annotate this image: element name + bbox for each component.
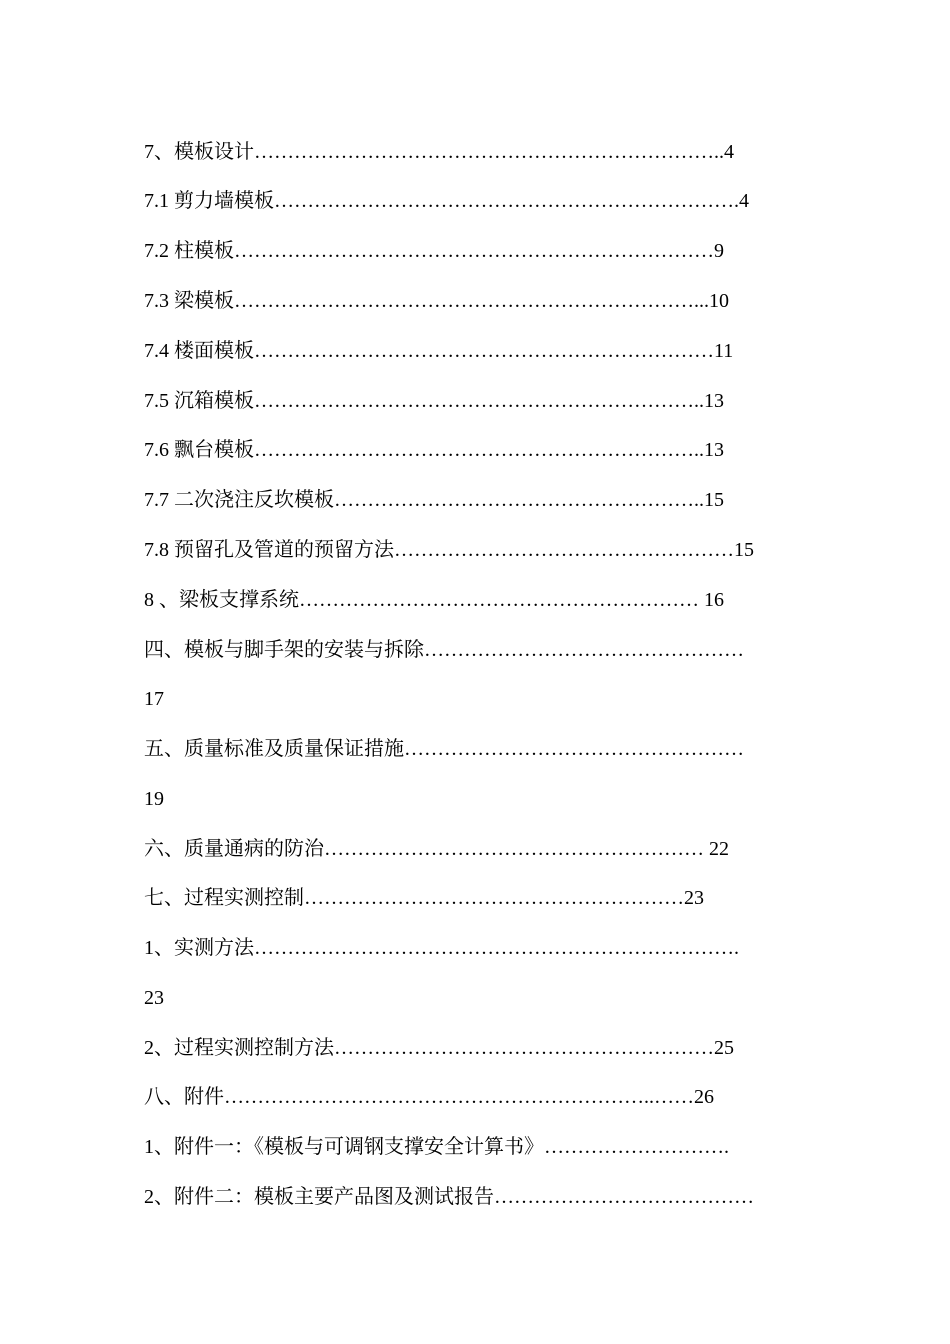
toc-line: 1、实测方法………………………………………………………………. (144, 937, 739, 959)
toc-page-number: 19 (144, 788, 164, 810)
toc-line: 1、附件一：《模板与可调钢支撑安全计算书》………………………. (144, 1136, 729, 1158)
toc-line: 四、模板与脚手架的安装与拆除………………………………………… (144, 639, 744, 661)
toc-line: 8 、梁板支撑系统…………………………………………………… 16 (144, 589, 724, 611)
toc-line: 2、过程实测控制方法…………………………………………………25 (144, 1037, 734, 1059)
toc-line: 7.2 柱模板………………………………………………………………9 (144, 240, 724, 262)
toc-line: 7.1 剪力墙模板…………………………………………………………….4 (144, 190, 749, 212)
toc-line: 六、质量通病的防治………………………………………………… 22 (144, 838, 729, 860)
toc-line: 7.4 楼面模板……………………………………………………………11 (144, 340, 734, 362)
toc-page-number: 17 (144, 688, 164, 710)
toc-line: 八、附件………………………………………………………..……26 (144, 1086, 714, 1108)
toc-line: 7.8 预留孔及管道的预留方法……………………………………………15 (144, 539, 754, 561)
toc-line: 7.6 飘台模板…………………………………………………………..13 (144, 439, 724, 461)
toc-line: 7、模板设计……………………………………………………………..4 (144, 141, 734, 163)
toc-line: 七、过程实测控制…………………………………………………23 (144, 887, 704, 909)
toc-line: 五、质量标准及质量保证措施…………………………………………… (144, 738, 744, 760)
toc-page-number: 23 (144, 987, 164, 1009)
toc-line: 7.5 沉箱模板…………………………………………………………..13 (144, 390, 724, 412)
toc-line: 7.3 梁模板……………………………………………………………...10 (144, 290, 729, 312)
toc-line: 7.7 二次浇注反坎模板………………………………………………..15 (144, 489, 724, 511)
toc-line: 2、附件二：模板主要产品图及测试报告………………………………… (144, 1186, 754, 1208)
